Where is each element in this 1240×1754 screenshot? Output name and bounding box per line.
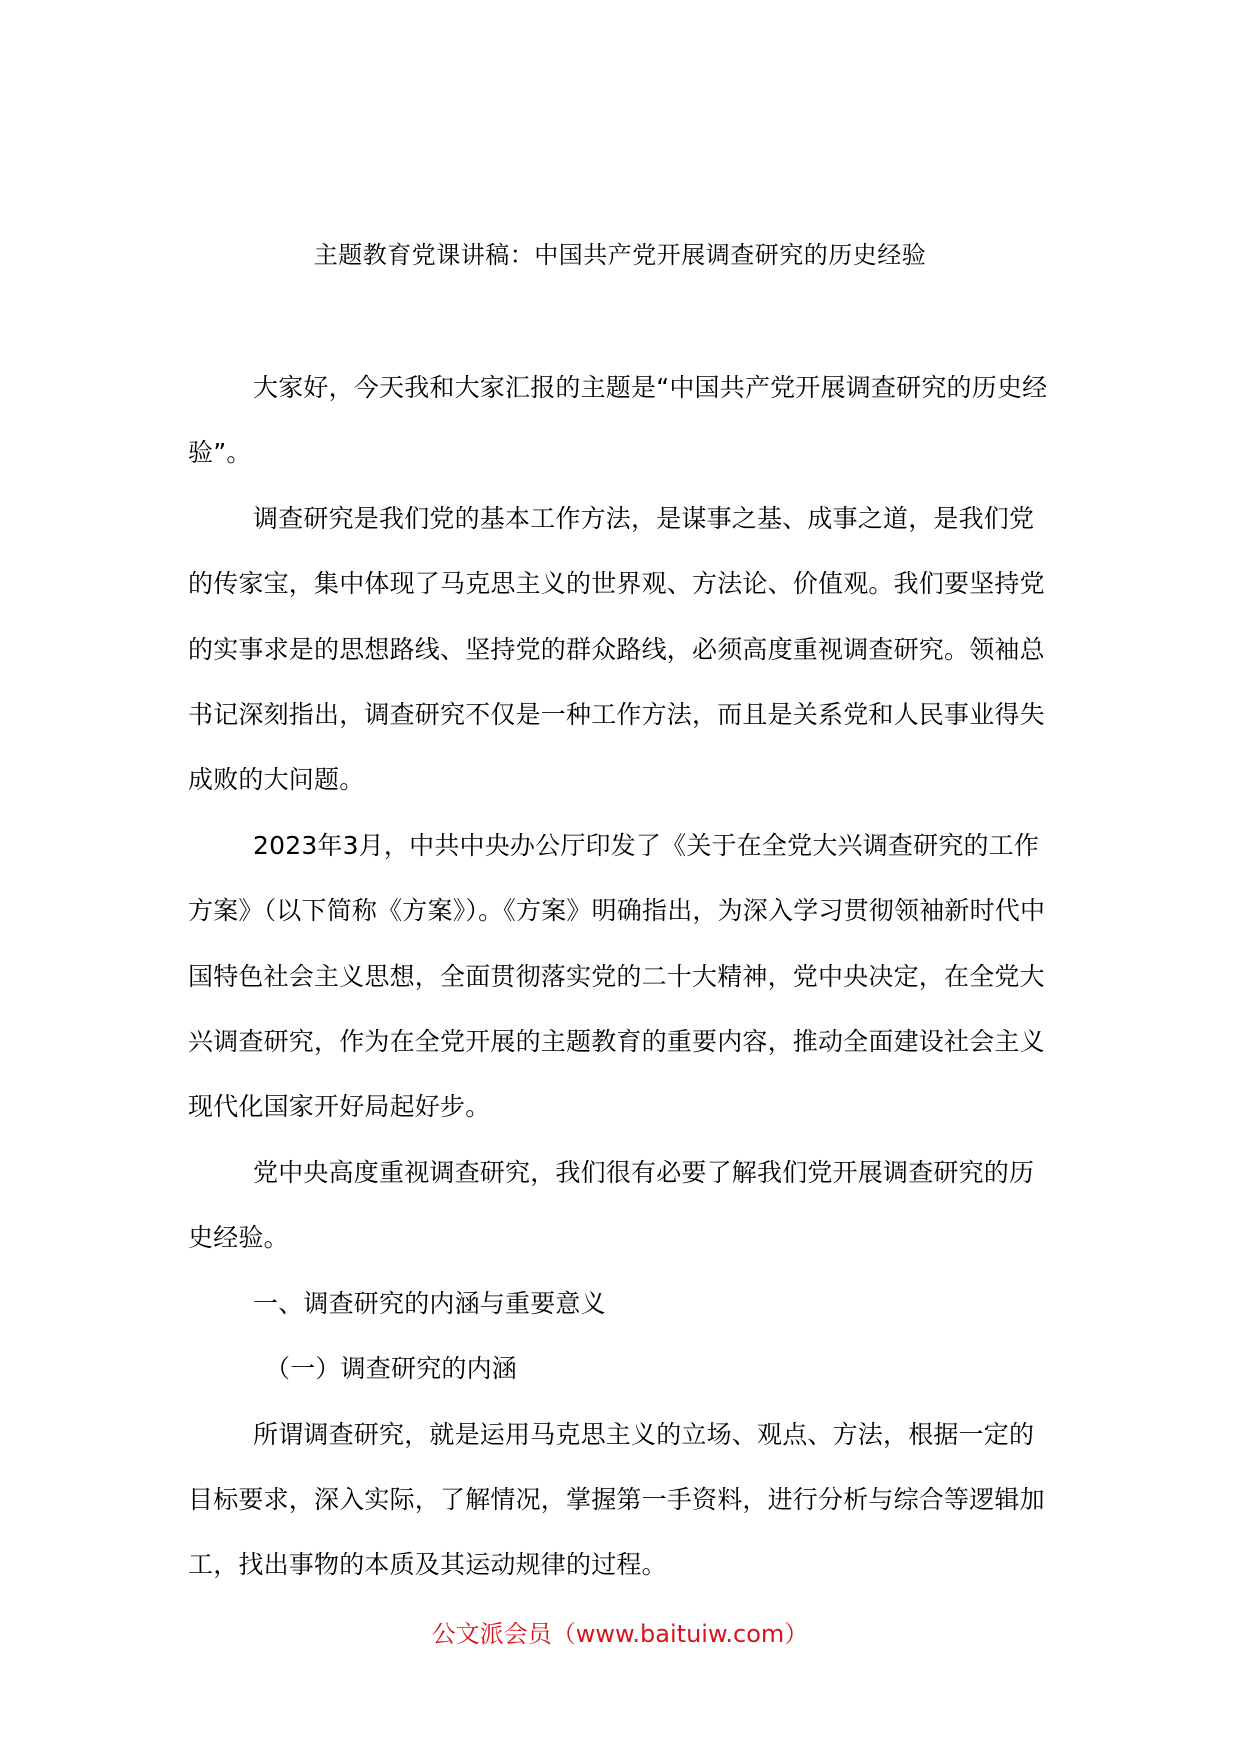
document-title: 主题教育党课讲稿：中国共产党开展调查研究的历史经验 (313, 241, 927, 269)
paragraph-history: 党中央高度重视调查研究，我们很有必要了解我们党开展调查研究的历史经验。 (188, 1157, 1035, 1253)
document-body (188, 355, 1054, 1598)
paragraph-definition: 所谓调查研究，就是运用马克思主义的立场、观点、方法，根据一定的目标要求，深入实际，了解情况，掌握第一手资料，进行分析与综合等逻辑加工，找出事物的本质及其运动规律的过程。 (188, 1419, 1045, 1580)
paragraph-greeting: 大家好，今天我和大家汇报的主题是“中国共产党开展调查研究的历史经验”。 (188, 373, 1048, 468)
footer-watermark: 公文派会员（www.baituiw.com） (431, 1620, 809, 1648)
paragraph-plan: 2023年3月，中共中央办公厅印发了《关于在全党大兴调查研究的工作方案》（以下简称《方案》）。《方案》明确指出，为深入学习贯彻领袖新时代中国特色社会主义思想，全面贯彻落实党的二十大精神，党中央决定，在全党大兴调查研究，作为在全党开展的主题教育的重要内容，推动全面建设社会主义现代化国家开好局起好步。 (188, 830, 1046, 1122)
paragraph-significance: 调查研究是我们党的基本工作方法，是谋事之基、成事之道，是我们党的传家宝，集中体现了马克思主义的世界观、方法论、价值观。我们要坚持党的实事求是的思想路线、坚持党的群众路线，必须高度重视调查研究。领袖总书记深刻指出，调查研究不仅是一种工作方法，而且是关系党和人民事业得失成败的大问题。 (188, 503, 1045, 795)
subsection-heading: （一）调查研究的内涵 (265, 1354, 518, 1384)
section-heading: 一、调查研究的内涵与重要意义 (253, 1288, 606, 1318)
